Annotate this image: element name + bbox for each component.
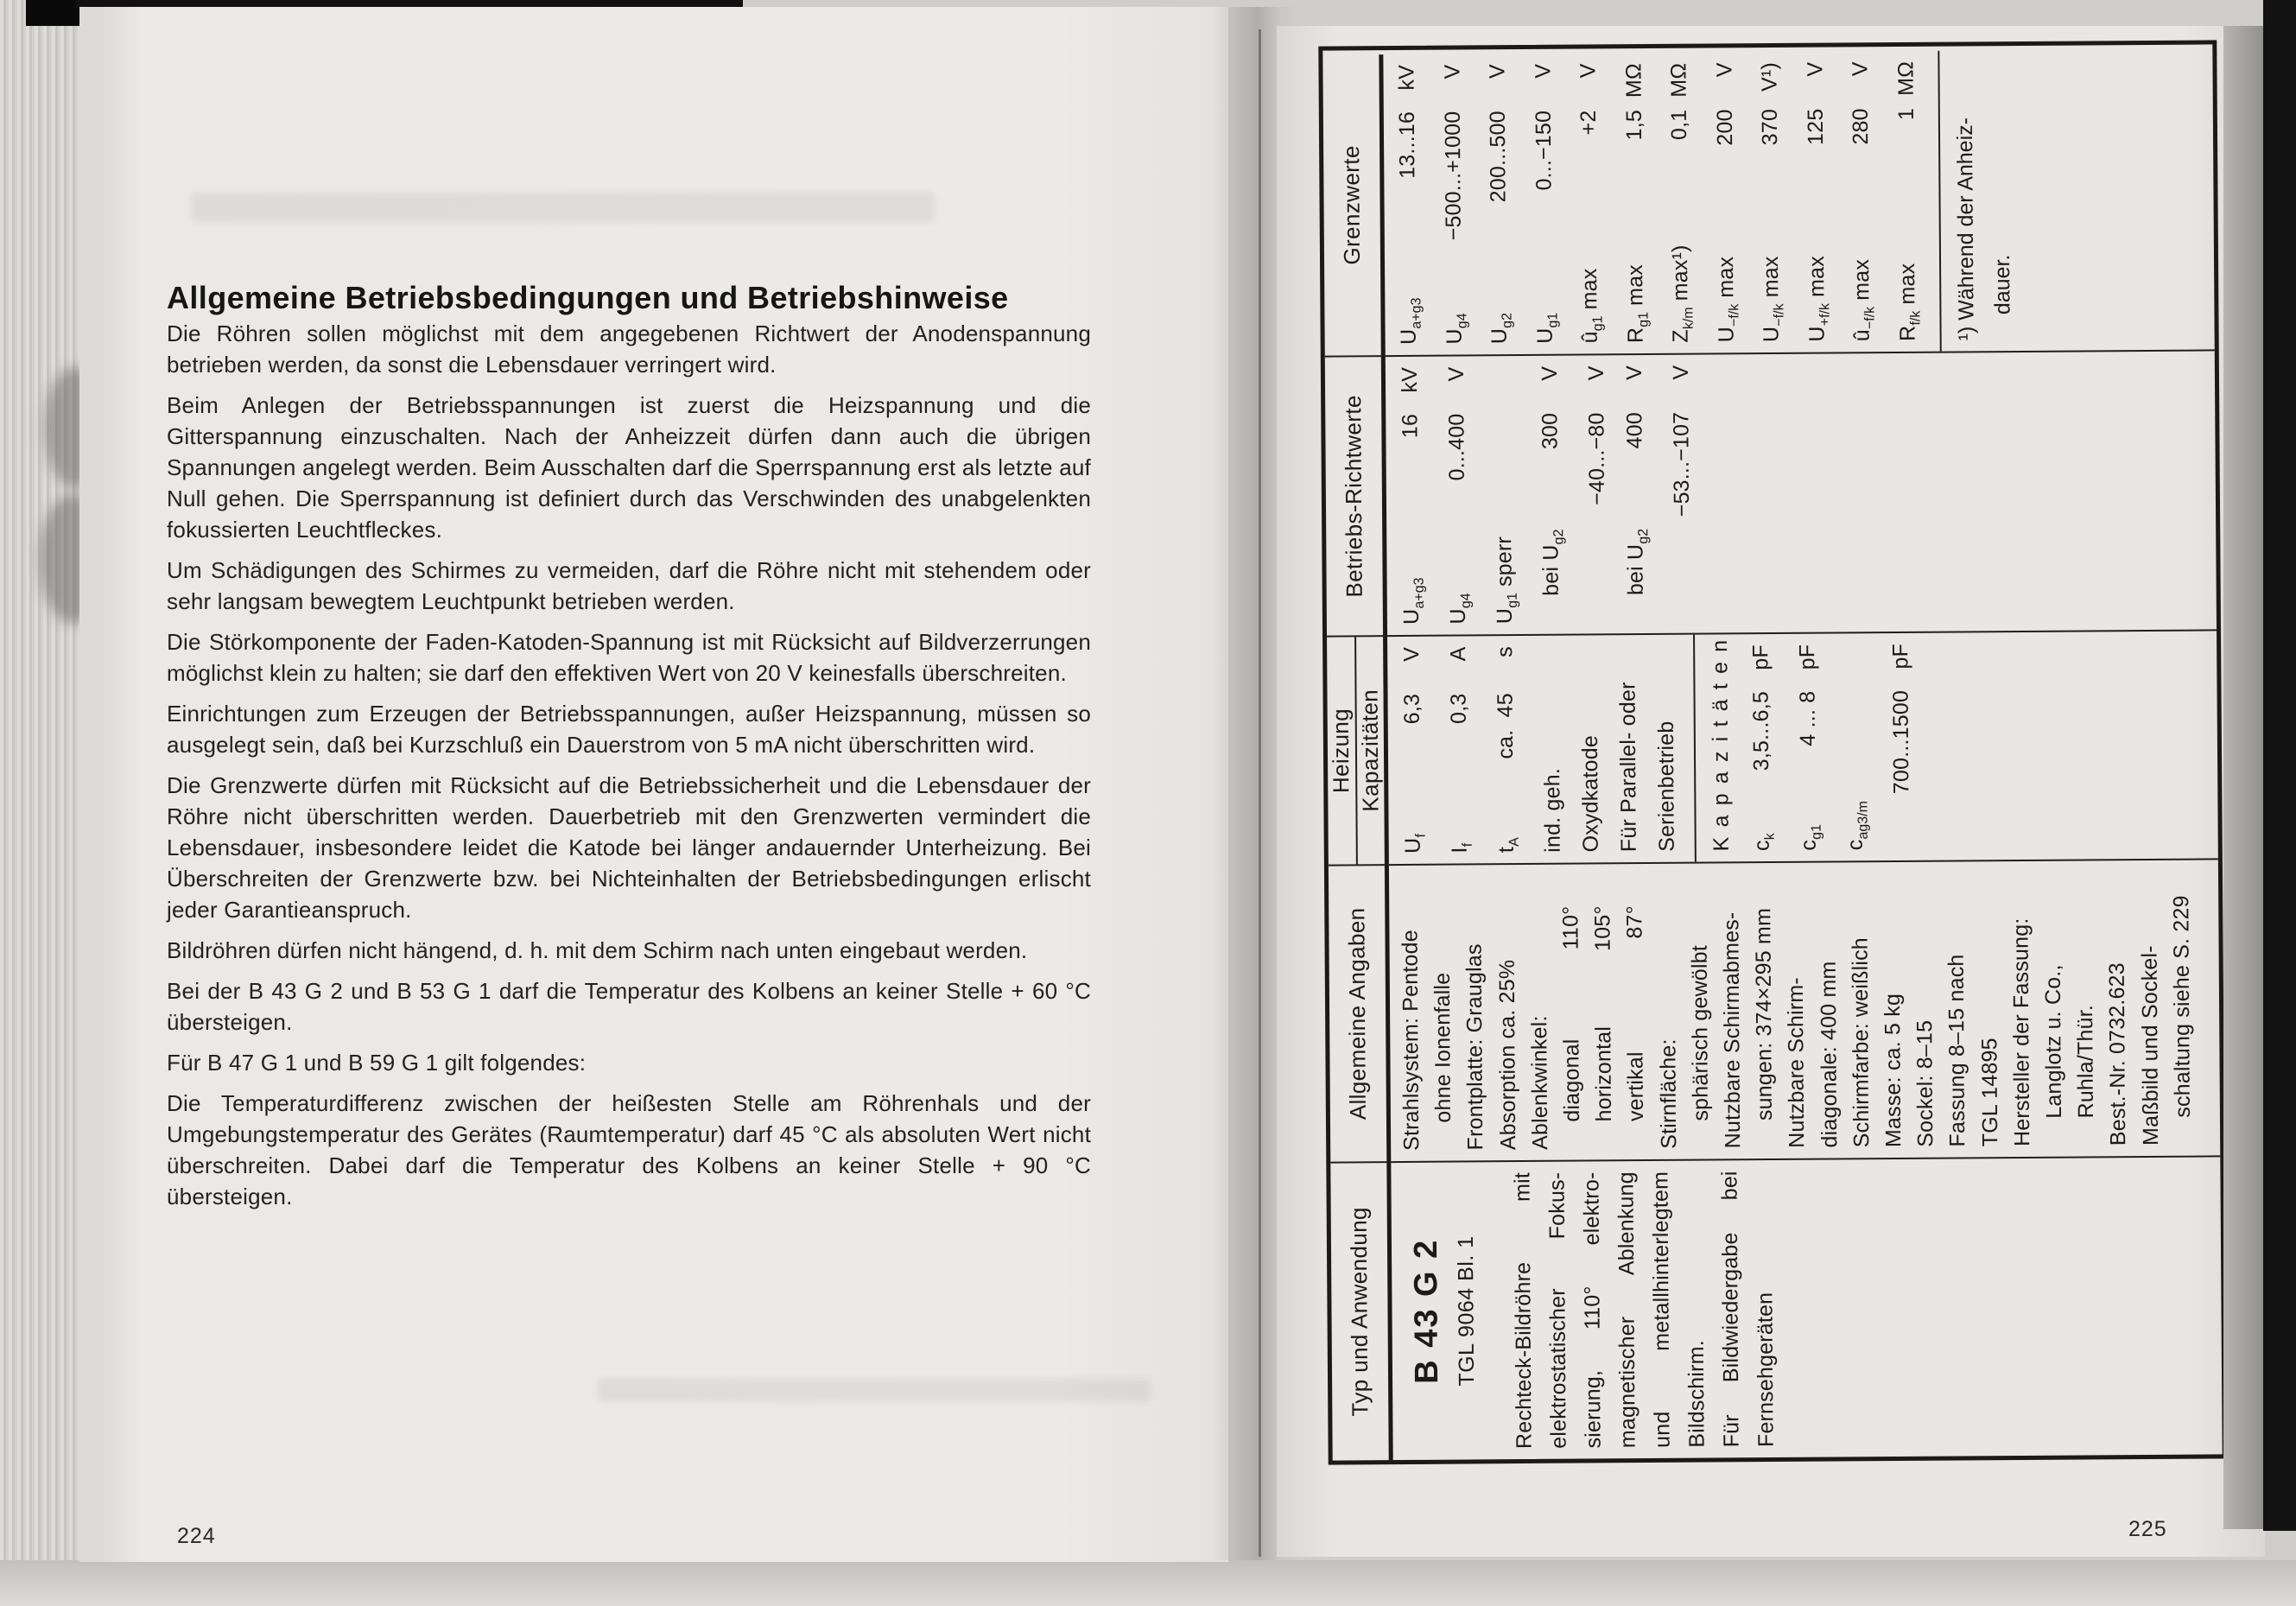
body-paragraph: Um Schädigungen des Schirmes zu vermeiden, darf die Röhre nicht mit stehendem oder sehr langsam bewegtem Leuchtpunkt betrieben werden.	[167, 557, 1091, 614]
spec-line	[1532, 646, 1572, 853]
tube-data-table	[1318, 40, 2226, 1464]
spec-name: $U_{-f/k}$ max	[1758, 256, 1787, 343]
spec-unit: V	[1668, 365, 1693, 380]
spacer	[1414, 179, 1415, 298]
line-text: Schirmfarbe: weißlich	[1848, 937, 1874, 1148]
spec-unit: V	[1576, 63, 1601, 79]
text-line	[1712, 1171, 1748, 1447]
spacer	[1464, 480, 1465, 593]
spec-name: $U_{a+g3}$	[1396, 297, 1424, 346]
spec-line	[1842, 61, 1889, 341]
line-text: Maßbild und Sockel-	[2137, 945, 2163, 1146]
scan-edge-mark	[26, 0, 79, 26]
text-line	[1876, 873, 1910, 1147]
page-title: Allgemeine Betriebsbedingungen und Betriebshinweise	[167, 280, 1009, 316]
spec-value: 0...−150	[1531, 110, 1556, 191]
spec-unit: MΩ	[1893, 60, 1919, 96]
spec-unit: kV	[1394, 64, 1419, 91]
text-line	[1574, 1171, 1610, 1448]
spec-value: 3,5...6,5	[1748, 690, 1774, 771]
spec-name: $c_k$	[1749, 833, 1778, 852]
body-paragraph: Die Röhren sollen möglichst mit dem angegebenen Richtwert der Anodenspannung betrieben werden, da sonst die Lebensdauer verringert wird.	[167, 321, 1091, 378]
spec-line	[1741, 644, 1790, 851]
text-line	[1678, 1171, 1714, 1447]
text-line	[1523, 875, 1557, 1150]
spec-name: $U_{g1}$ sperr	[1492, 536, 1520, 625]
spec-line	[1881, 644, 1921, 850]
line-text: Für Bildwiedergabe bei	[1717, 1171, 1744, 1448]
ghost-showthrough	[192, 193, 935, 222]
spec-name: $U_{g4}$	[1445, 593, 1474, 625]
text-line	[1747, 873, 1781, 1148]
ghost-showthrough	[598, 1379, 1151, 1401]
spec-value: 0...400	[1444, 413, 1469, 481]
line-text: Stirnfläche:	[1655, 1038, 1681, 1149]
text-line	[1458, 875, 1492, 1150]
line-text: vertikal	[1623, 1051, 1649, 1122]
spec-line	[1608, 645, 1648, 852]
spec-unit: V	[1711, 62, 1737, 78]
line-value: 105°	[1590, 905, 1615, 951]
spec-value: 280	[1848, 108, 1874, 145]
line-value: 87°	[1622, 905, 1647, 939]
spec-unit: V	[1537, 365, 1562, 381]
text-line	[1426, 876, 1460, 1151]
spec-line	[1525, 64, 1572, 344]
spec-name: $I_f$	[1447, 842, 1475, 854]
text-line	[1491, 875, 1525, 1150]
spacer	[1912, 120, 1913, 263]
spec-line	[1577, 365, 1617, 623]
text-line	[1973, 872, 2007, 1146]
spec-value: −40...−80	[1584, 412, 1609, 505]
line-text: elektrostatischer Fokus-	[1544, 1171, 1571, 1449]
page-edge-shadow	[2223, 26, 2267, 1529]
spec-unit: s	[1493, 646, 1518, 657]
line-text: horizontal	[1591, 1025, 1617, 1122]
spec-value: 300	[1538, 412, 1563, 450]
cell-grenzwerte	[1383, 48, 2214, 355]
spec-line	[1570, 645, 1610, 852]
spec-line	[1788, 644, 1836, 850]
spec-unit: MΩ	[1621, 63, 1646, 98]
spec-value: +2	[1576, 110, 1601, 136]
spec-line	[1887, 61, 1935, 341]
spec-name: ind. geh.	[1540, 767, 1565, 853]
page-edge-crease	[1259, 29, 1261, 1557]
line-text: Frontplatte: Grauglas	[1462, 943, 1488, 1151]
text-line	[2005, 872, 2039, 1146]
spec-value: −53...−107	[1669, 411, 1695, 517]
line-text: ohne Ionenfalle	[1430, 972, 1456, 1123]
spec-line	[1570, 63, 1617, 343]
text-line	[1643, 1171, 1679, 1448]
column-header-allgemein: Allgemeine Angaben	[1329, 864, 1391, 1161]
line-text: und metallhinterlegtem	[1648, 1171, 1675, 1449]
line-text: sungen: 374×295 mm	[1751, 907, 1778, 1121]
text-line	[1608, 1171, 1645, 1448]
spacer	[1672, 645, 1673, 721]
spec-name: $R_{f/k}$ max	[1894, 263, 1924, 341]
text-line	[1684, 873, 1717, 1148]
line-text: Nutzbare Schirm-	[1784, 977, 1810, 1148]
text-line	[1539, 1172, 1576, 1449]
line-text: Nutzbare Schirmabmes-	[1719, 911, 1746, 1149]
text-line	[1587, 874, 1621, 1149]
spec-value: ca. 45	[1493, 693, 1519, 759]
spec-unit: V	[1583, 365, 1608, 381]
spacer	[1641, 140, 1642, 264]
tube-data-table-rotated	[1318, 40, 2226, 1464]
spec-name: $û_{g1}$ max	[1577, 268, 1606, 344]
spacer	[1689, 517, 1690, 622]
spec-unit: V	[1848, 61, 1873, 77]
spec-name: Oxydkatode	[1577, 734, 1603, 853]
kapazitaeten-subheader: Kapazitäten	[1708, 630, 1734, 852]
spec-line	[1437, 366, 1486, 624]
spacer	[1861, 644, 1862, 801]
spec-unit: V	[1802, 61, 1828, 77]
spacer	[1466, 724, 1467, 843]
spec-unit: MΩ	[1666, 62, 1691, 98]
spec-name: $c_{ag3/m}$	[1843, 801, 1871, 851]
spacer	[1777, 145, 1778, 256]
spec-name: $U_{g2}$	[1487, 313, 1515, 345]
spec-unit: V	[1399, 646, 1424, 662]
text-line	[1844, 873, 1878, 1147]
spec-name: bei $U_{g2}$	[1623, 528, 1652, 596]
body-text	[167, 318, 1091, 1222]
spec-line	[1797, 61, 1844, 341]
page-number-right: 225	[2128, 1517, 2167, 1541]
spacer	[1578, 949, 1579, 1038]
spacer	[1604, 505, 1605, 624]
line-text: TGL 14895	[1976, 1038, 2002, 1147]
body-paragraph: Die Störkomponente der Faden-Katoden-Spannung ist mit Rücksicht auf Bildverzerrungen möglichst klein zu halten; sie darf den effektiven Wert von 20 V keinesfalls überschreiten.	[167, 629, 1091, 686]
line-text: Langlotz u. Co.,	[2040, 964, 2067, 1119]
column-header-heizung-kapazitaeten	[1327, 635, 1389, 864]
text-line	[1652, 874, 1685, 1149]
line-text: sierung, 110° elektro-	[1579, 1171, 1606, 1449]
line-text: Masse: ca. 5 kg	[1880, 993, 1906, 1148]
spec-value: 0,3	[1446, 693, 1471, 724]
spacer	[1460, 240, 1461, 313]
column-header-betriebsrichtwerte: Betriebs-Richtwerte	[1325, 355, 1387, 635]
spec-unit: V	[1439, 64, 1465, 79]
spacer	[1557, 449, 1558, 530]
spec-name: $Z_{k/m}$ max¹)	[1667, 244, 1697, 343]
line-text: magnetischer Ablenkung	[1614, 1171, 1640, 1449]
text-line	[2134, 871, 2167, 1146]
section-divider	[1693, 635, 1697, 862]
line-text: sphärisch gewölbt	[1687, 944, 1713, 1121]
column-header-typ: Typ und Anwendung	[1330, 1161, 1392, 1460]
line-text: Hersteller der Fassung:	[2008, 917, 2035, 1147]
spec-line	[1486, 646, 1534, 853]
line-text: Fassung 8–15 nach	[1944, 954, 1970, 1147]
line-text: Absorption ca. 25%	[1494, 959, 1520, 1151]
text-line	[1747, 1171, 1783, 1447]
spec-value: 1,5	[1621, 110, 1646, 141]
spec-value: 370	[1757, 108, 1783, 146]
text-line	[1812, 873, 1846, 1147]
spec-line	[1751, 62, 1798, 342]
spec-name: bei $U_{g2}$	[1538, 529, 1567, 596]
text-line	[1940, 872, 1974, 1146]
scan-edge-right	[2263, 0, 2296, 1531]
spacer	[1732, 146, 1733, 257]
text-line	[1716, 873, 1749, 1148]
spec-name: $U_{+f/k}$ max	[1804, 256, 1833, 342]
tube-standard: TGL 9064 Bl. 1	[1453, 1235, 1480, 1387]
spec-name: Für Parallel- oder	[1615, 682, 1641, 853]
spec-unit: V	[1443, 366, 1468, 382]
line-text: schaltung siehe S. 229	[2169, 895, 2195, 1118]
body-paragraph: Einrichtungen zum Erzeugen der Betriebsspannungen, außer Heizspannung, müssen so ausgelegt sein, daß bei Kurzschluß ein Dauerstrom von 5 mA nicht überschritten wird.	[167, 701, 1091, 758]
spec-unit: pF	[1795, 644, 1820, 670]
spec-value: 13...16	[1394, 111, 1420, 179]
line-text: Sockel: 8–15	[1912, 1019, 1938, 1147]
text-line	[1779, 873, 1813, 1148]
spec-line	[1660, 63, 1708, 343]
spec-name: $U_f$	[1400, 834, 1429, 854]
line-text: diagonale: 400 mm	[1816, 961, 1842, 1148]
line-text: Fernsehgeräten	[1753, 1292, 1779, 1448]
spec-value: 125	[1803, 108, 1828, 146]
text-line	[2166, 871, 2199, 1146]
footnote-line: ¹) Während der Anheiz-	[1952, 117, 1979, 341]
cell-betriebs-richtwerte	[1386, 349, 2217, 635]
body-paragraph: Beim Anlegen der Betriebsspannungen ist zuerst die Heizspannung und die Gitterspannung einzuschalten. Nach der Anheizzeit dürfen dann auch die übrigen Spannungen angelegt werden. Beim Ausschalten darf die Sperrspannung erst als letzte auf Null gehen. Die Sperrspannung ist definiert durch das Verschwinden des unabgelenkten fokussierten Leuchtfleckes.	[167, 392, 1091, 543]
spec-value: 1	[1893, 107, 1919, 121]
column-header-grenzwerte: Grenzwerte	[1322, 54, 1385, 355]
spacer	[1596, 645, 1597, 735]
spec-name: $c_{g1}$	[1796, 824, 1824, 851]
line-text: Ablenkwinkel:	[1526, 1015, 1553, 1150]
spec-value: −500...+1000	[1440, 111, 1466, 241]
spec-name: $û_{-f/k}$ max	[1849, 258, 1878, 342]
line-text: diagonal	[1559, 1038, 1584, 1122]
spec-value: 200	[1712, 109, 1737, 146]
footnote-line: dauer.	[1989, 254, 2015, 315]
spec-line	[1434, 64, 1481, 344]
spec-name: $R_{g1}$ max	[1622, 263, 1652, 344]
spec-unit: pF	[1748, 644, 1773, 670]
spacer	[1815, 746, 1816, 825]
spec-line	[1531, 366, 1579, 624]
spec-name: $t_A$	[1494, 837, 1522, 854]
spec-unit: V	[1621, 365, 1646, 381]
spacer	[1419, 724, 1420, 834]
tube-model: B 43 G 2	[1407, 1238, 1446, 1385]
cell-heizung-kapazitaeten	[1387, 629, 2218, 864]
line-text: Best.-Nr. 0732.623	[2105, 962, 2131, 1146]
page-number-left: 224	[177, 1524, 216, 1548]
footnote-divider	[1938, 51, 1941, 352]
text-line	[2037, 872, 2071, 1146]
spec-value: 16	[1398, 413, 1423, 439]
spec-name: Serienbetrieb	[1653, 720, 1679, 852]
spec-value: 6,3	[1399, 693, 1424, 725]
spec-line	[1479, 64, 1526, 344]
spec-line	[1706, 62, 1754, 342]
spec-unit: V¹)	[1757, 61, 1782, 92]
spec-name: $U_{-f/k}$ max	[1713, 256, 1742, 343]
spec-line	[1484, 366, 1532, 624]
spec-value: 4 ... 8	[1795, 690, 1820, 746]
spacer	[1417, 438, 1418, 577]
column-header-kapazitaeten: Kapazitäten	[1356, 689, 1384, 812]
body-paragraph: Die Grenzwerte dürfen mit Rücksicht auf die Betriebssicherheit und die Lebensdauer der Röhre nicht überschritten werden. Dauerbetrieb mit den Grenzwerten vermindert die Lebensdauer, insbesondere leidet die Katode bei länger andauernder Unterheizung. Bei Überschreiten der Grenzwerte bzw. bei Nichteinhalten der Betriebsbedingungen erlischt jeder Garantieanspruch.	[167, 772, 1091, 923]
spec-line	[1615, 63, 1663, 343]
spec-line	[1835, 644, 1883, 850]
line-text: Rechteck-Bildröhre mit	[1510, 1171, 1537, 1450]
spec-line	[1388, 65, 1436, 345]
spec-unit: pF	[1888, 643, 1913, 670]
spec-line	[1391, 367, 1439, 625]
spacer	[1642, 448, 1643, 529]
body-paragraph: Die Temperaturdifferenz zwischen der heißesten Stelle am Röhrenhals und der Umgebungstemperatur des Gerätes (Raumtemperatur) darf 45 °C als absoluten Wert nicht überschreiten. Dabei darf die Temperatur des Kolbens an keiner Stelle + 90 °C übersteigen.	[167, 1090, 1091, 1209]
body-paragraph: Bildröhren dürfen nicht hängend, d. h. mit dem Schirm nach unten eingebaut werden.	[167, 937, 1028, 963]
spacer	[1510, 366, 1511, 536]
text-line	[1394, 876, 1428, 1151]
body-paragraph: Bei der B 43 G 2 und B 53 G 1 darf die Temperatur des Kolbens an keiner Stelle + 60 °C übersteigen.	[167, 978, 1091, 1035]
column-header-heizung: Heizung	[1327, 637, 1357, 864]
text-line	[1619, 874, 1652, 1149]
spacer	[1686, 140, 1687, 244]
text-line	[2101, 871, 2134, 1146]
spec-unit: V	[1485, 64, 1510, 79]
spec-name: $U_{a+g3}$	[1399, 577, 1427, 625]
text-line	[1555, 875, 1589, 1150]
text-line	[2069, 871, 2103, 1146]
spec-unit: kV	[1397, 366, 1423, 393]
cell-typ-und-anwendung	[1391, 1155, 2222, 1460]
spacer	[1642, 938, 1643, 1051]
spec-value: 0,1	[1666, 109, 1692, 141]
line-value: 110°	[1558, 905, 1583, 950]
scan-bottom-edge	[0, 1560, 2296, 1606]
spec-line	[1646, 645, 1686, 852]
spec-value: 700...1500	[1888, 689, 1914, 795]
spec-name: $U_{g1}$	[1532, 312, 1561, 344]
spacer	[1595, 135, 1596, 268]
cell-allgemeine-angaben	[1389, 858, 2220, 1161]
spec-line	[1662, 365, 1702, 623]
spacer	[1768, 771, 1769, 833]
spacer	[1558, 646, 1559, 768]
spec-unit: V	[1530, 63, 1556, 79]
spec-value: 200...500	[1485, 111, 1511, 203]
spacer	[1610, 951, 1611, 1026]
body-paragraph: Für B 47 G 1 und B 59 G 1 gilt folgendes:	[167, 1050, 587, 1076]
spec-line	[1615, 365, 1664, 623]
text-line	[1908, 873, 1942, 1147]
line-text: Ruhla/Thür.	[2073, 1004, 2099, 1119]
spec-name: $U_{g4}$	[1442, 313, 1470, 345]
spec-line	[1392, 647, 1441, 854]
spec-unit: A	[1446, 646, 1471, 662]
page-stack-edge	[0, 0, 86, 1581]
spec-line	[1439, 646, 1487, 853]
line-text: Strahlsystem: Pentode	[1398, 930, 1424, 1152]
spec-value: 400	[1622, 412, 1647, 449]
text-line	[1505, 1172, 1541, 1449]
line-text: Bildschirm.	[1684, 1340, 1709, 1448]
